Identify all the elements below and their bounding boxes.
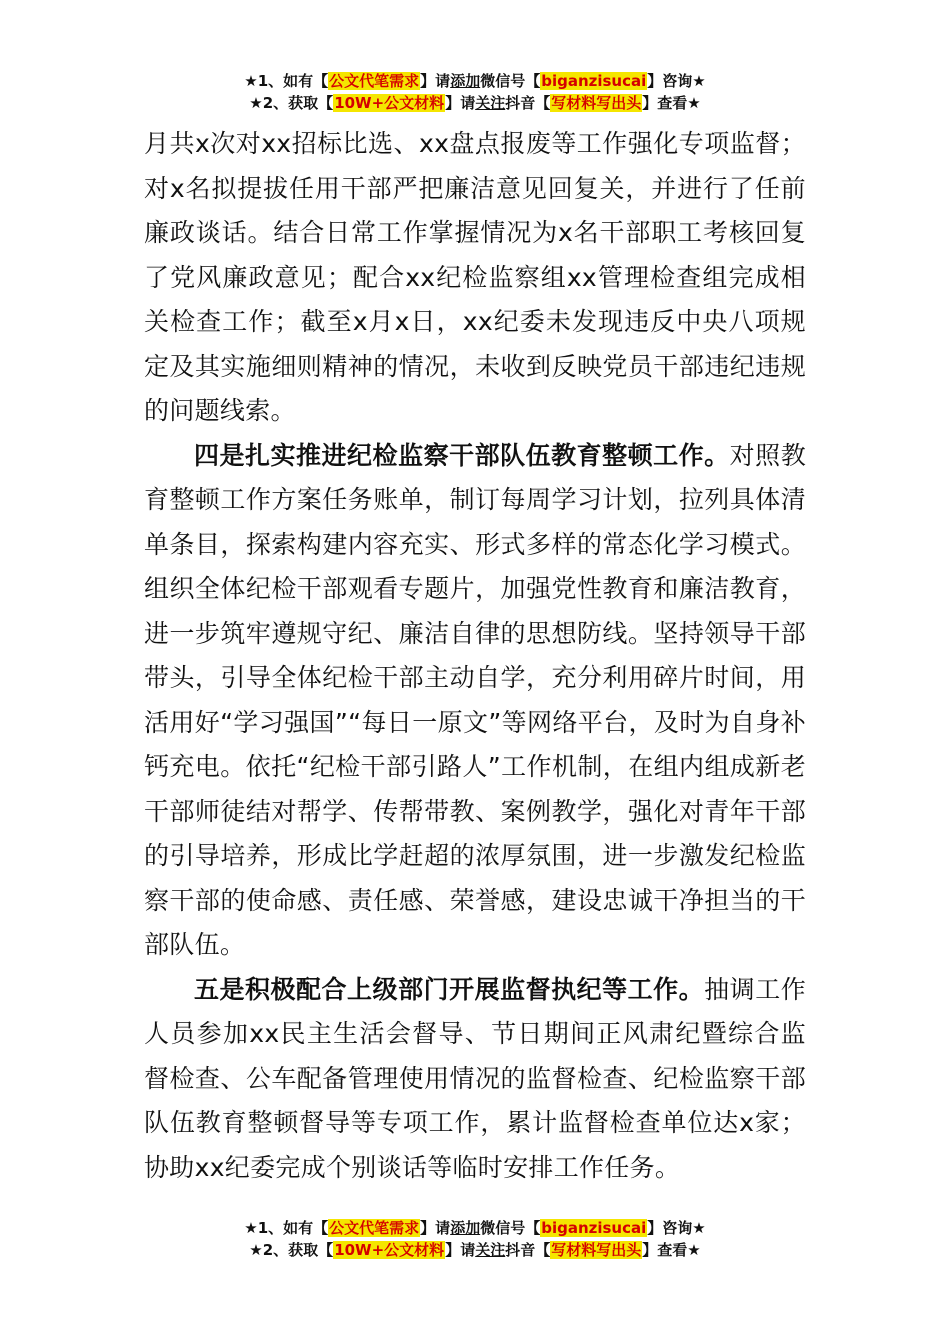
banner-text: 】请 [445,1241,476,1259]
banner-underline: 添加 [450,72,481,90]
banner-underline: 添加 [450,1219,481,1237]
banner-highlight: 10W+公文材料 [334,94,445,112]
banner-text: 】请 [445,94,476,112]
banner-wechat-id: biganzisucai [541,1219,647,1237]
banner-text: 】咨询★ [647,72,706,90]
banner-text: 微信号【 [480,1219,541,1237]
banner-line-2 [0,1239,950,1261]
banner-highlight: 公文代笔需求 [329,1219,420,1237]
banner-line-1 [0,1217,950,1239]
banner-text: ★2、获取【 [249,1241,334,1259]
banner-text: 】查看★ [642,94,701,112]
banner-text: 】查看★ [642,1241,701,1259]
banner-text: 抖音【 [505,94,551,112]
banner-line-1 [0,70,950,92]
banner-douyin-id: 写材料写出头 [551,94,642,112]
banner-text: 抖音【 [505,1241,551,1259]
banner-text: ★1、如有【 [244,72,329,90]
banner-underline: 关注 [475,94,506,112]
banner-douyin-id: 写材料写出头 [551,1241,642,1259]
banner-text: ★2、获取【 [249,94,334,112]
paragraph-body: 对照教育整顿工作方案任务账单，制订每周学习计划，拉列具体清单条目，探索构建内容充实、形式多样的常态化学习模式。组织全体纪检干部观看专题片，加强党性教育和廉洁教育，进一步筑牢遵规守纪、廉洁自律的思想防线。坚持领导干部带头，引导全体纪检干部主动自学，充分利用碎片时间，用活用好“学习强国”“每日一原文”等网络平台，及时为自身补钙充电。依托“纪检干部引路人”工作机制，在组内组成新老干部师徒结对帮学、传帮带教、案例教学，强化对青年干部的引导培养，形成比学赶超的浓厚氛围，进一步激发纪检监察干部的使命感、责任感、荣誉感，建设忠诚干净担当的干部队伍。 [144,440,806,959]
footer-banner [0,1217,950,1261]
paragraph-heading: 四是扎实推进纪检监察干部队伍教育整顿工作。 [194,440,730,470]
header-banner [0,70,950,114]
banner-wechat-id: biganzisucai [541,72,647,90]
banner-underline: 关注 [475,1241,506,1259]
paragraph-four [144,434,806,968]
banner-highlight: 10W+公文材料 [334,1241,445,1259]
paragraph-body: 抽调工作人员参加xx民主生活会督导、节日期间正风肃纪暨综合监督检查、公车配备管理使用情况的监督检查、纪检监察干部队伍教育整顿督导等专项工作，累计监督检查单位达x家；协助xx纪委完成个别谈话等临时安排工作任务。 [144,974,806,1182]
paragraph-heading: 五是积极配合上级部门开展监督执纪等工作。 [194,974,705,1004]
banner-text: ★1、如有【 [244,1219,329,1237]
document-body [144,122,806,1190]
banner-highlight: 公文代笔需求 [329,72,420,90]
banner-text: 】请 [420,1219,451,1237]
banner-line-2 [0,92,950,114]
banner-text: 】请 [420,72,451,90]
paragraph-continued: 月共x次对xx招标比选、xx盘点报废等工作强化专项监督；对x名拟提拔任用干部严把廉洁意见回复关，并进行了任前廉政谈话。结合日常工作掌握情况为x名干部职工考核回复了党风廉政意见；配合xx纪检监察组xx管理检查组完成相关检查工作；截至x月x日，xx纪委未发现违反中央八项规定及其实施细则精神的情况，未收到反映党员干部违纪违规的问题线索。 [144,129,806,425]
paragraph-five [144,968,806,1191]
banner-text: 微信号【 [480,72,541,90]
banner-text: 】咨询★ [647,1219,706,1237]
